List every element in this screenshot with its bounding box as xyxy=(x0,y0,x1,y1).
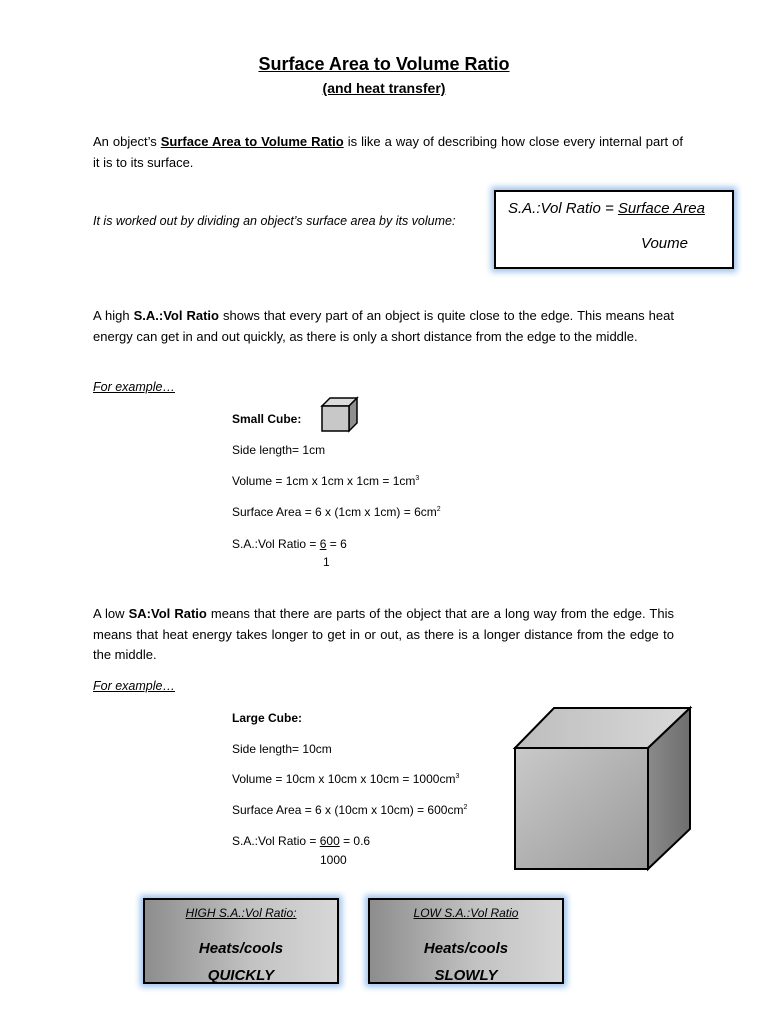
small-cube-ratio: S.A.:Vol Ratio = 6 = 6 xyxy=(232,537,347,551)
low-outcome-heading: LOW S.A.:Vol Ratio xyxy=(413,906,519,920)
formula-box xyxy=(494,190,734,269)
intro-paragraph xyxy=(93,132,683,173)
large-cube-ratio-denominator: 1000 xyxy=(320,853,347,867)
small-cube-icon xyxy=(320,396,360,434)
high-ratio-outcome-box xyxy=(143,898,339,984)
small-cube-surface-area: Surface Area = 6 x (1cm x $1cm) = 6cm^2$ xyxy=(232,505,441,519)
low-outcome-text: Heats/cools SLOWLY xyxy=(423,940,509,984)
low-ratio-paragraph xyxy=(93,604,674,666)
low-ratio-outcome-box xyxy=(368,898,564,984)
large-cube-title: Large Cube: xyxy=(232,711,303,725)
formula-numerator-line xyxy=(508,200,705,217)
large-cube-ratio: S.A.:Vol Ratio = 600 = 0.6 xyxy=(232,834,371,848)
high-outcome-heading: HIGH S.A.:Vol Ratio: xyxy=(185,906,297,920)
small-cube-title: Small Cube: xyxy=(232,412,302,426)
low-prefix: A low xyxy=(93,606,129,621)
high-prefix: A high xyxy=(93,308,134,323)
intro-term: Surface Area to Volume Ratio xyxy=(160,134,344,149)
small-cube-ratio-denominator: 1 xyxy=(323,555,330,569)
small-cube-side-length: Side length= 1cm xyxy=(232,443,326,457)
page-title: Surface Area to Volume Ratio xyxy=(258,54,510,74)
low-suffix: means that there are parts of the object that are a long way from the edge. This means that heat energy takes longer to get in or out, as there is a longer distance from the edge to the middle. xyxy=(93,606,674,662)
formula-denominator: Voume xyxy=(641,235,688,252)
large-cube-icon xyxy=(512,705,694,872)
low-example-label: For example… xyxy=(93,679,175,693)
high-suffix: shows that every part of an object is quite close to the edge. This means heat energy can get in and out quickly, as there is only a short distance from the edge to the middle. xyxy=(93,308,674,344)
high-ratio-paragraph xyxy=(93,306,674,347)
method-text: It is worked out by dividing an object’s surface area by its volume: xyxy=(93,214,456,228)
intro-suffix: is like a way of describing how close every internal part of it is to its surface. xyxy=(93,134,684,170)
large-cube-volume: Volume = 10cm x 10cm x $10cm = 1000cm^3$ xyxy=(232,772,460,786)
low-term: SA:Vol Ratio xyxy=(128,606,207,621)
high-example-label: For example… xyxy=(93,380,175,394)
small-cube-volume: Volume = 1cm x 1cm x $1cm = 1cm^3$ xyxy=(232,474,420,488)
high-term: S.A.:Vol Ratio xyxy=(133,308,219,323)
large-cube-side-length: Side length= 10cm xyxy=(232,742,332,756)
formula-left: S.A.:Vol Ratio = xyxy=(508,200,618,217)
large-cube-surface-area: Surface Area = 6 x (10cm x $10cm) = 600cm^2$ xyxy=(232,803,468,817)
high-outcome-text: Heats/cools QUICKLY xyxy=(198,940,284,984)
page-subtitle: (and heat transfer) xyxy=(322,80,446,96)
intro-prefix: An object’s xyxy=(93,134,161,149)
formula-numerator: Surface Area xyxy=(617,200,705,217)
